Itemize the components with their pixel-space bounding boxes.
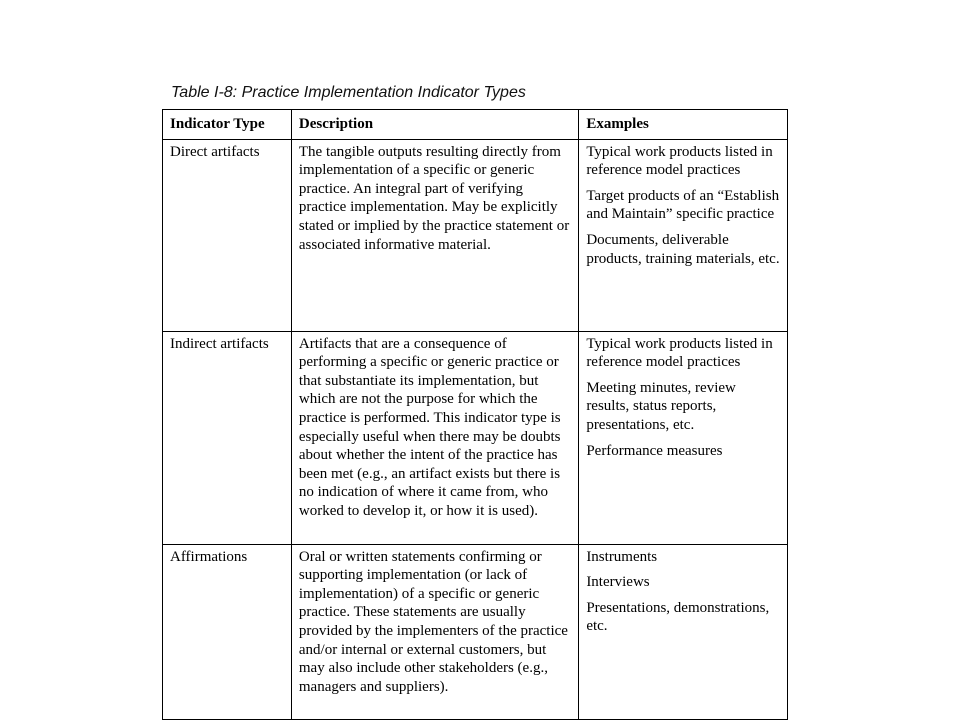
- indicator-type-cell: Direct artifacts: [163, 139, 292, 331]
- indicator-type-cell: Affirmations: [163, 544, 292, 719]
- example-item: Interviews: [586, 574, 650, 591]
- table-caption: Table I-8: Practice Implementation Indicator Types: [171, 84, 526, 101]
- examples-cell: [579, 544, 788, 719]
- example-item: Target products of an “Establish and Maintain” specific practice: [586, 187, 780, 223]
- table-row: [163, 139, 788, 331]
- description-cell: Oral or written statements confirming or supporting implementation (or lack of implementation) of a specific or generic practice. These statements are usually provided by the implementers of the practice and/or internal or external customers, but may also include other stakeholders (e.g., managers and suppliers).: [291, 544, 578, 719]
- example-item: Presentations, demonstrations, etc.: [586, 599, 770, 635]
- description-cell: The tangible outputs resulting directly from implementation of a specific or generic practice. An integral part of verifying practice implementation. May be explicitly stated or implied by the practice statement or associated informative material.: [291, 139, 578, 331]
- example-item: Instruments: [586, 548, 658, 565]
- example-item: Meeting minutes, review results, status reports, presentations, etc.: [586, 379, 736, 433]
- example-item: Typical work products listed in reference model practices: [586, 143, 773, 179]
- example-item: Typical work products listed in reference model practices: [586, 335, 773, 371]
- indicator-type-cell: Indirect artifacts: [163, 331, 292, 544]
- table-header-row: [163, 110, 788, 140]
- header-indicator-type: Indicator Type: [163, 110, 292, 140]
- header-examples: Examples: [579, 110, 788, 140]
- table-row: [163, 331, 788, 544]
- examples-cell: [579, 331, 788, 544]
- indicator-types-table: [162, 109, 788, 720]
- example-item: Performance measures: [586, 442, 723, 459]
- description-cell: Artifacts that are a consequence of performing a specific or generic practice or that substantiate its implementation, but which are not the purpose for which the practice is performed. This indicator type is especially useful when there may be doubts about whether the intent of the practice has been met (e.g., an artifact exists but there is no indication of where it came from, who worked to develop it, or how it is used).: [291, 331, 578, 544]
- table-row: [163, 544, 788, 719]
- examples-cell: [579, 139, 788, 331]
- header-description: Description: [291, 110, 578, 140]
- example-item: Documents, deliverable products, training materials, etc.: [586, 231, 780, 267]
